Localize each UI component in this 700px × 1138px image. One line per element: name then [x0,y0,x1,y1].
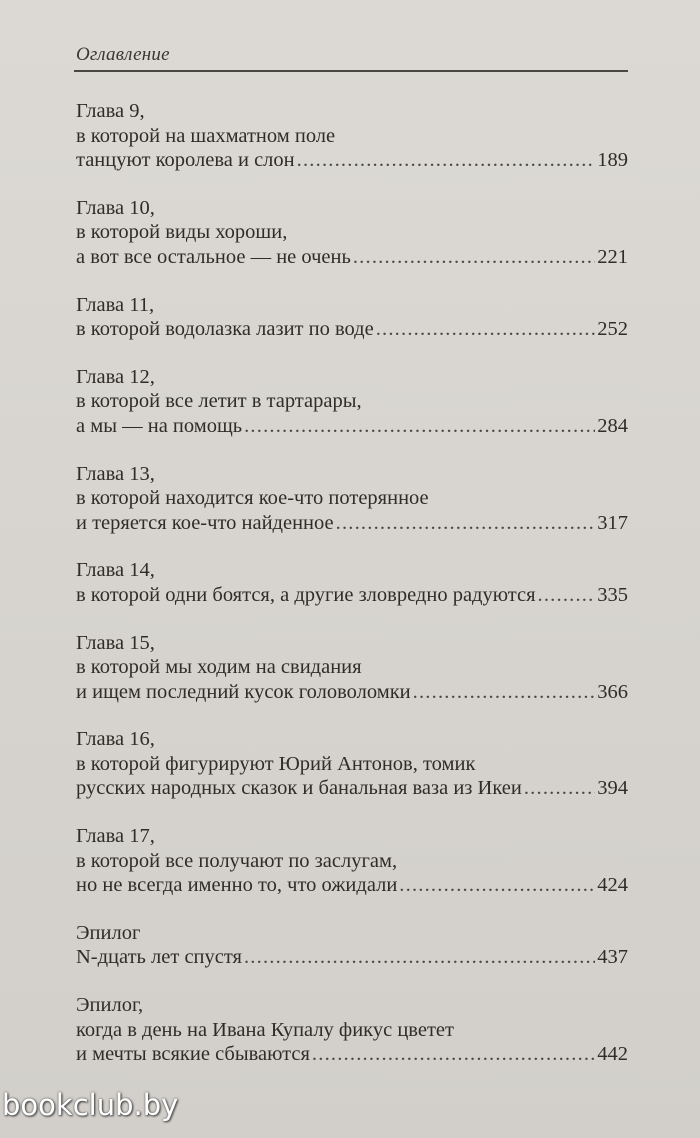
page-number: 394 [597,777,628,800]
dot-leader [538,583,596,608]
toc-entry-label: Глава 13, [76,462,155,485]
dot-leader [336,511,596,536]
toc-entry-last-line [76,873,628,898]
toc-entry-title-line: в которой все получают по заслугам, [76,849,398,872]
toc-entry [76,293,628,342]
toc-entry-title-line: а вот все остальное — не очень [76,245,351,268]
watermark: bookclub.by [2,1088,179,1122]
dot-leader [413,680,596,705]
page-number: 252 [597,318,628,341]
toc-entry [76,462,628,536]
page-number: 366 [597,680,628,703]
toc-entry [76,365,628,439]
toc-entry [76,99,628,173]
toc-entry-title-line: когда в день на Ивана Купалу фикус цветет [76,1018,454,1041]
toc-entry-label: Глава 16, [76,728,155,751]
toc-entry-last-line [76,245,628,270]
toc-entry [76,921,628,970]
toc-entry-title-line: в которой одни боятся, а другие зловредно радуются [76,583,536,606]
toc-entry-label: Глава 11, [76,293,155,316]
toc-entry-title-line: в которой на шахматном поле [76,124,336,147]
page-number: 442 [597,1043,628,1066]
toc-entry-title-line: в которой водолазка лазит по воде [76,318,374,341]
toc-entry-title-line: в которой виды хороши, [76,221,288,244]
toc-entry-label: Глава 14, [76,559,155,582]
toc-entry-title-line: и мечты всякие сбываются [76,1043,310,1066]
dot-leader [524,776,595,801]
toc-entry-label: Глава 9, [76,100,145,122]
toc-entry-last-line [76,317,628,342]
toc-entry-label: Глава 15, [76,631,155,654]
page-number: 335 [597,583,628,606]
dot-leader [376,317,596,342]
page-number: 221 [597,245,628,268]
toc-entry-title-line: танцуют королева и слон [76,149,295,172]
toc-entry-title-line: в которой фигурируют Юрий Антонов, томик [76,752,476,775]
toc-entry [76,824,628,898]
dot-leader [399,873,595,898]
toc-entry-last-line [76,511,628,536]
toc-entry-title-line: но не всегда именно то, что ожидали [76,874,398,897]
toc-entry [76,631,628,705]
toc-entry-title-line: N-дцать лет спустя [76,946,242,969]
toc-entry [76,993,628,1067]
toc-entry-last-line [76,583,628,608]
toc-entry-label: Глава 12, [76,365,155,388]
dot-leader [353,245,595,270]
toc-entry-label: Эпилог [76,921,141,944]
toc-entry-title-line: и теряется кое-что найденное [76,511,334,534]
toc-entry-last-line [76,945,628,970]
toc-entry-title-line: в которой мы ходим на свидания [76,656,362,679]
header-rule [74,70,628,72]
toc-entry [76,727,628,801]
toc-entry-last-line [76,776,628,801]
page-number: 284 [597,414,628,437]
toc-entry-label: Эпилог, [76,994,144,1017]
dot-leader [297,148,596,173]
toc-entry-last-line [76,680,628,705]
toc-entry-title-line: а мы — на помощь [76,414,243,437]
toc-entry-label: Глава 10, [76,196,155,219]
toc-entry-label: Глава 17, [76,825,155,848]
toc-entry [76,196,628,270]
toc-entry-last-line [76,148,628,173]
toc-entry-last-line [76,1042,628,1067]
page-number: 317 [597,511,628,534]
dot-leader [312,1042,595,1067]
page-number: 189 [597,149,628,172]
page-number: 424 [597,874,628,897]
table-of-contents [76,99,628,1090]
toc-entry [76,558,628,607]
toc-entry-title-line: в которой находится кое-что потерянное [76,487,429,510]
toc-entry-title-line: и ищем последний кусок головоломки [76,680,411,703]
toc-entry-title-line: в которой все летит в тартарары, [76,390,362,413]
dot-leader [244,414,595,439]
dot-leader [244,945,595,970]
toc-entry-title-line: русских народных сказок и банальная ваза из Икеи [76,777,522,800]
toc-entry-last-line [76,414,628,439]
running-head: Оглавление [76,44,170,65]
page-number: 437 [597,946,628,969]
